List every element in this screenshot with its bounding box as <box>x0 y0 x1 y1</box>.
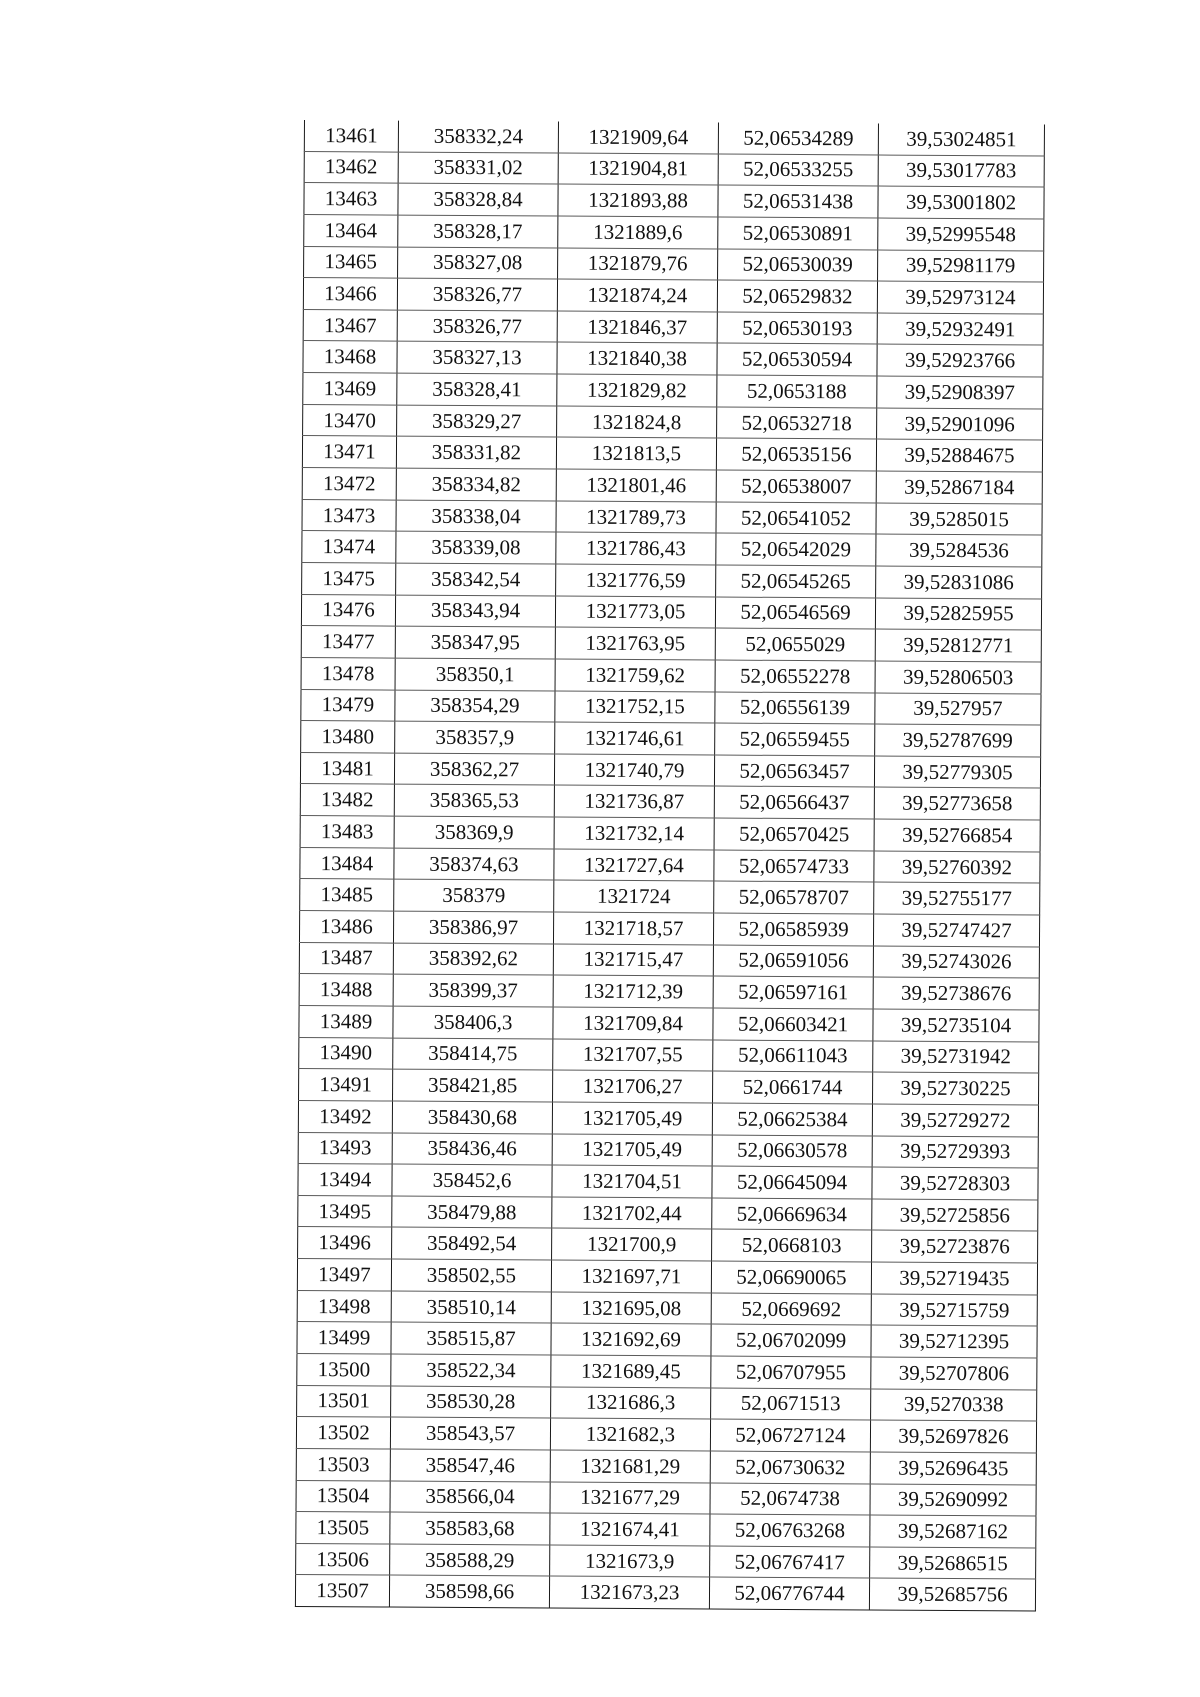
point-number-cell: 13501 <box>297 1385 391 1417</box>
latitude-cell: 52,06530891 <box>718 217 878 250</box>
x-coordinate-cell: 358598,66 <box>389 1576 549 1609</box>
latitude-cell: 52,06767417 <box>710 1546 870 1579</box>
point-number-cell: 13461 <box>304 120 398 152</box>
x-coordinate-cell: 358406,3 <box>393 1006 553 1039</box>
latitude-cell: 52,06534289 <box>718 123 878 155</box>
x-coordinate-cell: 358326,77 <box>397 310 557 343</box>
point-number-cell: 13506 <box>296 1543 390 1575</box>
x-coordinate-cell: 358327,08 <box>398 247 558 280</box>
longitude-cell: 39,53024851 <box>878 124 1044 156</box>
table-row <box>298 1227 1038 1263</box>
table-row <box>296 1417 1036 1453</box>
longitude-cell: 39,52719435 <box>871 1262 1037 1295</box>
y-coordinate-cell: 1321813,5 <box>556 437 716 470</box>
table-row <box>298 1132 1038 1168</box>
latitude-cell: 52,06603421 <box>713 1008 873 1041</box>
table-row <box>304 183 1044 219</box>
y-coordinate-cell: 1321712,39 <box>553 975 713 1008</box>
table-row <box>299 1037 1039 1073</box>
latitude-cell: 52,06530594 <box>717 344 877 377</box>
latitude-cell: 52,06529832 <box>717 280 877 313</box>
x-coordinate-cell: 358362,27 <box>394 753 554 786</box>
point-number-cell: 13470 <box>303 404 397 436</box>
longitude-cell: 39,52760392 <box>874 851 1040 884</box>
latitude-cell: 52,06559455 <box>715 723 875 756</box>
longitude-cell: 39,52697826 <box>870 1420 1036 1453</box>
y-coordinate-cell: 1321705,49 <box>552 1102 712 1135</box>
longitude-cell: 39,53017783 <box>878 155 1044 188</box>
longitude-cell: 39,52747427 <box>873 914 1039 947</box>
latitude-cell: 52,0674738 <box>710 1483 870 1516</box>
x-coordinate-cell: 358328,17 <box>398 215 558 248</box>
x-coordinate-cell: 358479,88 <box>392 1196 552 1229</box>
y-coordinate-cell: 1321904,81 <box>558 153 718 186</box>
point-number-cell: 13466 <box>303 278 397 310</box>
x-coordinate-cell: 358369,9 <box>394 816 554 849</box>
y-coordinate-cell: 1321732,14 <box>554 817 714 850</box>
x-coordinate-cell: 358350,1 <box>395 658 555 691</box>
point-number-cell: 13488 <box>299 974 393 1006</box>
latitude-cell: 52,06570425 <box>714 818 874 851</box>
x-coordinate-cell: 358492,54 <box>392 1227 552 1260</box>
y-coordinate-cell: 1321746,61 <box>555 722 715 755</box>
longitude-cell: 39,52731942 <box>873 1041 1039 1074</box>
table-row <box>296 1448 1036 1484</box>
x-coordinate-cell: 358522,34 <box>391 1354 551 1387</box>
latitude-cell: 52,06541052 <box>716 502 876 535</box>
x-coordinate-cell: 358374,63 <box>394 848 554 881</box>
longitude-cell: 39,52743026 <box>873 946 1039 979</box>
longitude-cell: 39,52715759 <box>871 1294 1037 1327</box>
y-coordinate-cell: 1321727,64 <box>554 849 714 882</box>
table-row <box>299 942 1039 978</box>
y-coordinate-cell: 1321705,49 <box>552 1134 712 1167</box>
longitude-cell: 39,52908397 <box>877 376 1043 409</box>
longitude-cell: 39,52707806 <box>871 1357 1037 1390</box>
point-number-cell: 13498 <box>297 1290 391 1322</box>
y-coordinate-cell: 1321879,76 <box>558 248 718 281</box>
x-coordinate-cell: 358547,46 <box>390 1449 550 1482</box>
point-number-cell: 13485 <box>300 879 394 911</box>
table-row <box>300 816 1040 852</box>
table-row <box>301 689 1041 725</box>
point-number-cell: 13483 <box>300 816 394 848</box>
latitude-cell: 52,06531438 <box>718 185 878 218</box>
latitude-cell: 52,06702099 <box>711 1324 871 1357</box>
table-row <box>302 499 1042 535</box>
table-row <box>304 151 1044 187</box>
y-coordinate-cell: 1321715,47 <box>553 944 713 977</box>
y-coordinate-cell: 1321740,79 <box>554 754 714 787</box>
y-coordinate-cell: 1321704,51 <box>552 1165 712 1198</box>
table-row <box>304 214 1044 250</box>
x-coordinate-cell: 358329,27 <box>397 405 557 438</box>
table-row <box>303 309 1043 345</box>
y-coordinate-cell: 1321889,6 <box>558 216 718 249</box>
y-coordinate-cell: 1321801,46 <box>556 469 716 502</box>
table-row <box>303 278 1043 314</box>
table-row <box>296 1480 1036 1516</box>
longitude-cell: 39,52787699 <box>875 724 1041 757</box>
table-row <box>300 784 1040 820</box>
table-row <box>297 1322 1037 1358</box>
latitude-cell: 52,06533255 <box>718 154 878 187</box>
table-row <box>304 120 1044 156</box>
table-row <box>301 594 1041 630</box>
x-coordinate-cell: 358530,28 <box>391 1386 551 1419</box>
y-coordinate-cell: 1321689,45 <box>551 1355 711 1388</box>
latitude-cell: 52,06530039 <box>718 249 878 282</box>
latitude-cell: 52,06538007 <box>716 470 876 503</box>
y-coordinate-cell: 1321681,29 <box>550 1450 710 1483</box>
table-row <box>298 1100 1038 1136</box>
y-coordinate-cell: 1321682,3 <box>550 1418 710 1451</box>
point-number-cell: 13493 <box>298 1132 392 1164</box>
longitude-cell: 39,52825955 <box>875 598 1041 631</box>
x-coordinate-cell: 358399,37 <box>393 974 553 1007</box>
y-coordinate-cell: 1321674,41 <box>550 1513 710 1546</box>
latitude-cell: 52,0661744 <box>713 1071 873 1104</box>
y-coordinate-cell: 1321909,64 <box>558 122 718 154</box>
x-coordinate-cell: 358392,62 <box>393 943 553 976</box>
longitude-cell: 39,52738676 <box>873 977 1039 1010</box>
latitude-cell: 52,06545265 <box>716 565 876 598</box>
longitude-cell: 39,53001802 <box>878 186 1044 219</box>
latitude-cell: 52,06707955 <box>711 1356 871 1389</box>
point-number-cell: 13490 <box>299 1037 393 1069</box>
point-number-cell: 13467 <box>303 309 397 341</box>
longitude-cell: 39,52729272 <box>872 1104 1038 1137</box>
latitude-cell: 52,06530193 <box>717 312 877 345</box>
x-coordinate-cell: 358543,57 <box>390 1417 550 1450</box>
x-coordinate-cell: 358327,13 <box>397 342 557 375</box>
table-row <box>302 531 1042 567</box>
latitude-cell: 52,06546569 <box>715 597 875 630</box>
point-number-cell: 13491 <box>299 1069 393 1101</box>
latitude-cell: 52,0671513 <box>711 1388 871 1421</box>
x-coordinate-cell: 358436,46 <box>392 1133 552 1166</box>
longitude-cell: 39,527957 <box>875 693 1041 726</box>
longitude-cell: 39,52723876 <box>872 1230 1038 1263</box>
table-row <box>299 974 1039 1010</box>
longitude-cell: 39,52686515 <box>870 1547 1036 1580</box>
x-coordinate-cell: 358379 <box>394 879 554 912</box>
table-row <box>298 1195 1038 1231</box>
latitude-cell: 52,06690065 <box>711 1261 871 1294</box>
table-row <box>300 879 1040 915</box>
table-row <box>303 404 1043 440</box>
latitude-cell: 52,06730632 <box>710 1451 870 1484</box>
y-coordinate-cell: 1321773,05 <box>555 596 715 629</box>
y-coordinate-cell: 1321686,3 <box>551 1387 711 1420</box>
longitude-cell: 39,52696435 <box>870 1452 1036 1485</box>
point-number-cell: 13496 <box>298 1227 392 1259</box>
table-row <box>301 626 1041 662</box>
point-number-cell: 13464 <box>304 214 398 246</box>
point-number-cell: 13505 <box>296 1512 390 1544</box>
point-number-cell: 13484 <box>300 847 394 879</box>
y-coordinate-cell: 1321718,57 <box>553 912 713 945</box>
longitude-cell: 39,52884675 <box>876 439 1042 472</box>
y-coordinate-cell: 1321700,9 <box>552 1228 712 1261</box>
latitude-cell: 52,06535156 <box>716 438 876 471</box>
latitude-cell: 52,0669692 <box>711 1293 871 1326</box>
point-number-cell: 13475 <box>302 562 396 594</box>
point-number-cell: 13497 <box>297 1259 391 1291</box>
longitude-cell: 39,52766854 <box>874 819 1040 852</box>
x-coordinate-cell: 358332,24 <box>398 121 558 153</box>
point-number-cell: 13486 <box>299 911 393 943</box>
y-coordinate-cell: 1321697,71 <box>551 1260 711 1293</box>
longitude-cell: 39,52779305 <box>874 756 1040 789</box>
x-coordinate-cell: 358331,02 <box>398 152 558 185</box>
longitude-cell: 39,52981179 <box>878 250 1044 283</box>
latitude-cell: 52,06532718 <box>717 407 877 440</box>
latitude-cell: 52,06727124 <box>710 1419 870 1452</box>
x-coordinate-cell: 358414,75 <box>393 1038 553 1071</box>
table-row <box>297 1290 1037 1326</box>
point-number-cell: 13468 <box>303 341 397 373</box>
latitude-cell: 52,06625384 <box>712 1103 872 1136</box>
x-coordinate-cell: 358331,82 <box>396 436 556 469</box>
y-coordinate-cell: 1321673,23 <box>549 1576 709 1609</box>
x-coordinate-cell: 358452,6 <box>392 1164 552 1197</box>
table-row <box>300 752 1040 788</box>
y-coordinate-cell: 1321692,69 <box>551 1323 711 1356</box>
table-row <box>296 1512 1036 1548</box>
y-coordinate-cell: 1321736,87 <box>554 785 714 818</box>
latitude-cell: 52,06630578 <box>712 1135 872 1168</box>
y-coordinate-cell: 1321893,88 <box>558 184 718 217</box>
longitude-cell: 39,52687162 <box>870 1515 1036 1548</box>
point-number-cell: 13462 <box>304 151 398 183</box>
y-coordinate-cell: 1321752,15 <box>555 691 715 724</box>
x-coordinate-cell: 358515,87 <box>391 1322 551 1355</box>
table-row <box>296 1543 1036 1579</box>
table-row <box>299 911 1039 947</box>
latitude-cell: 52,0668103 <box>712 1229 872 1262</box>
point-number-cell: 13492 <box>298 1100 392 1132</box>
x-coordinate-cell: 358583,68 <box>390 1512 550 1545</box>
point-number-cell: 13500 <box>297 1353 391 1385</box>
y-coordinate-cell: 1321724 <box>554 880 714 913</box>
table-row <box>299 1069 1039 1105</box>
coordinate-table <box>295 120 1045 1612</box>
x-coordinate-cell: 358510,14 <box>391 1291 551 1324</box>
y-coordinate-cell: 1321829,82 <box>557 374 717 407</box>
table-row <box>295 1575 1035 1611</box>
y-coordinate-cell: 1321702,44 <box>552 1197 712 1230</box>
point-number-cell: 13471 <box>302 436 396 468</box>
latitude-cell: 52,06611043 <box>713 1040 873 1073</box>
y-coordinate-cell: 1321673,9 <box>550 1545 710 1578</box>
y-coordinate-cell: 1321707,55 <box>553 1039 713 1072</box>
y-coordinate-cell: 1321763,95 <box>555 627 715 660</box>
y-coordinate-cell: 1321874,24 <box>557 279 717 312</box>
longitude-cell: 39,52728303 <box>872 1167 1038 1200</box>
table-row <box>303 341 1043 377</box>
longitude-cell: 39,5284536 <box>876 534 1042 567</box>
point-number-cell: 13465 <box>304 246 398 278</box>
x-coordinate-cell: 358342,54 <box>396 563 556 596</box>
latitude-cell: 52,06597161 <box>713 976 873 1009</box>
table-row <box>303 373 1043 409</box>
x-coordinate-cell: 358588,29 <box>390 1544 550 1577</box>
longitude-cell: 39,52735104 <box>873 1009 1039 1042</box>
point-number-cell: 13499 <box>297 1322 391 1354</box>
y-coordinate-cell: 1321824,8 <box>557 406 717 439</box>
point-number-cell: 13507 <box>295 1575 389 1607</box>
table-row <box>297 1385 1037 1421</box>
table-row <box>301 721 1041 757</box>
x-coordinate-cell: 358365,53 <box>394 785 554 818</box>
point-number-cell: 13474 <box>302 531 396 563</box>
table-row <box>299 1005 1039 1041</box>
point-number-cell: 13477 <box>301 626 395 658</box>
table-row <box>301 657 1041 693</box>
table-row <box>297 1353 1037 1389</box>
longitude-cell: 39,52773658 <box>874 787 1040 820</box>
point-number-cell: 13504 <box>296 1480 390 1512</box>
y-coordinate-cell: 1321789,73 <box>556 501 716 534</box>
latitude-cell: 52,06669634 <box>712 1198 872 1231</box>
y-coordinate-cell: 1321759,62 <box>555 659 715 692</box>
point-number-cell: 13489 <box>299 1005 393 1037</box>
x-coordinate-cell: 358338,04 <box>396 500 556 533</box>
x-coordinate-cell: 358326,77 <box>397 278 557 311</box>
table-row <box>302 436 1042 472</box>
longitude-cell: 39,52690992 <box>870 1484 1036 1517</box>
longitude-cell: 39,52806503 <box>875 661 1041 694</box>
latitude-cell: 52,06578707 <box>714 881 874 914</box>
point-number-cell: 13495 <box>298 1195 392 1227</box>
point-number-cell: 13481 <box>300 752 394 784</box>
latitude-cell: 52,06591056 <box>713 945 873 978</box>
y-coordinate-cell: 1321776,59 <box>556 564 716 597</box>
longitude-cell: 39,52867184 <box>876 471 1042 504</box>
y-coordinate-cell: 1321709,84 <box>553 1007 713 1040</box>
point-number-cell: 13473 <box>302 499 396 531</box>
table-row <box>302 468 1042 504</box>
point-number-cell: 13482 <box>300 784 394 816</box>
x-coordinate-cell: 358386,97 <box>393 911 553 944</box>
table-row <box>300 847 1040 883</box>
table-row <box>297 1259 1037 1295</box>
longitude-cell: 39,52901096 <box>877 408 1043 441</box>
table-row <box>302 562 1042 598</box>
x-coordinate-cell: 358354,29 <box>395 690 555 723</box>
point-number-cell: 13503 <box>296 1448 390 1480</box>
longitude-cell: 39,52685756 <box>869 1578 1035 1611</box>
x-coordinate-cell: 358339,08 <box>396 531 556 564</box>
point-number-cell: 13480 <box>301 721 395 753</box>
point-number-cell: 13476 <box>301 594 395 626</box>
latitude-cell: 52,06563457 <box>714 755 874 788</box>
y-coordinate-cell: 1321695,08 <box>551 1292 711 1325</box>
longitude-cell: 39,52973124 <box>877 281 1043 314</box>
latitude-cell: 52,0653188 <box>717 375 877 408</box>
latitude-cell: 52,06763268 <box>710 1514 870 1547</box>
longitude-cell: 39,52712395 <box>871 1325 1037 1358</box>
longitude-cell: 39,52932491 <box>877 313 1043 346</box>
y-coordinate-cell: 1321786,43 <box>556 532 716 565</box>
longitude-cell: 39,52730225 <box>873 1072 1039 1105</box>
x-coordinate-cell: 358347,95 <box>395 626 555 659</box>
x-coordinate-cell: 358430,68 <box>392 1101 552 1134</box>
longitude-cell: 39,52923766 <box>877 344 1043 377</box>
longitude-cell: 39,52812771 <box>875 629 1041 662</box>
y-coordinate-cell: 1321846,37 <box>557 311 717 344</box>
point-number-cell: 13494 <box>298 1164 392 1196</box>
longitude-cell: 39,52995548 <box>878 218 1044 251</box>
y-coordinate-cell: 1321706,27 <box>553 1070 713 1103</box>
y-coordinate-cell: 1321840,38 <box>557 343 717 376</box>
latitude-cell: 52,06542029 <box>716 533 876 566</box>
x-coordinate-cell: 358566,04 <box>390 1481 550 1514</box>
latitude-cell: 52,06556139 <box>715 692 875 725</box>
x-coordinate-cell: 358334,82 <box>396 468 556 501</box>
longitude-cell: 39,52729393 <box>872 1135 1038 1168</box>
longitude-cell: 39,52725856 <box>872 1199 1038 1232</box>
latitude-cell: 52,06776744 <box>709 1577 869 1610</box>
point-number-cell: 13472 <box>302 468 396 500</box>
x-coordinate-cell: 358343,94 <box>395 595 555 628</box>
longitude-cell: 39,5270338 <box>871 1389 1037 1422</box>
x-coordinate-cell: 358357,9 <box>395 721 555 754</box>
x-coordinate-cell: 358421,85 <box>393 1069 553 1102</box>
latitude-cell: 52,06566437 <box>714 786 874 819</box>
latitude-cell: 52,06574733 <box>714 850 874 883</box>
longitude-cell: 39,52755177 <box>874 882 1040 915</box>
latitude-cell: 52,06585939 <box>713 913 873 946</box>
x-coordinate-cell: 358328,84 <box>398 183 558 216</box>
point-number-cell: 13502 <box>296 1417 390 1449</box>
point-number-cell: 13479 <box>301 689 395 721</box>
longitude-cell: 39,52831086 <box>876 566 1042 599</box>
table-row <box>298 1164 1038 1200</box>
latitude-cell: 52,0655029 <box>715 628 875 661</box>
point-number-cell: 13469 <box>303 373 397 405</box>
coordinate-table-body <box>295 120 1044 1611</box>
latitude-cell: 52,06645094 <box>712 1166 872 1199</box>
longitude-cell: 39,5285015 <box>876 503 1042 536</box>
x-coordinate-cell: 358502,55 <box>391 1259 551 1292</box>
table-row <box>304 246 1044 282</box>
point-number-cell: 13463 <box>304 183 398 215</box>
x-coordinate-cell: 358328,41 <box>397 373 557 406</box>
point-number-cell: 13478 <box>301 657 395 689</box>
y-coordinate-cell: 1321677,29 <box>550 1482 710 1515</box>
latitude-cell: 52,06552278 <box>715 660 875 693</box>
point-number-cell: 13487 <box>299 942 393 974</box>
